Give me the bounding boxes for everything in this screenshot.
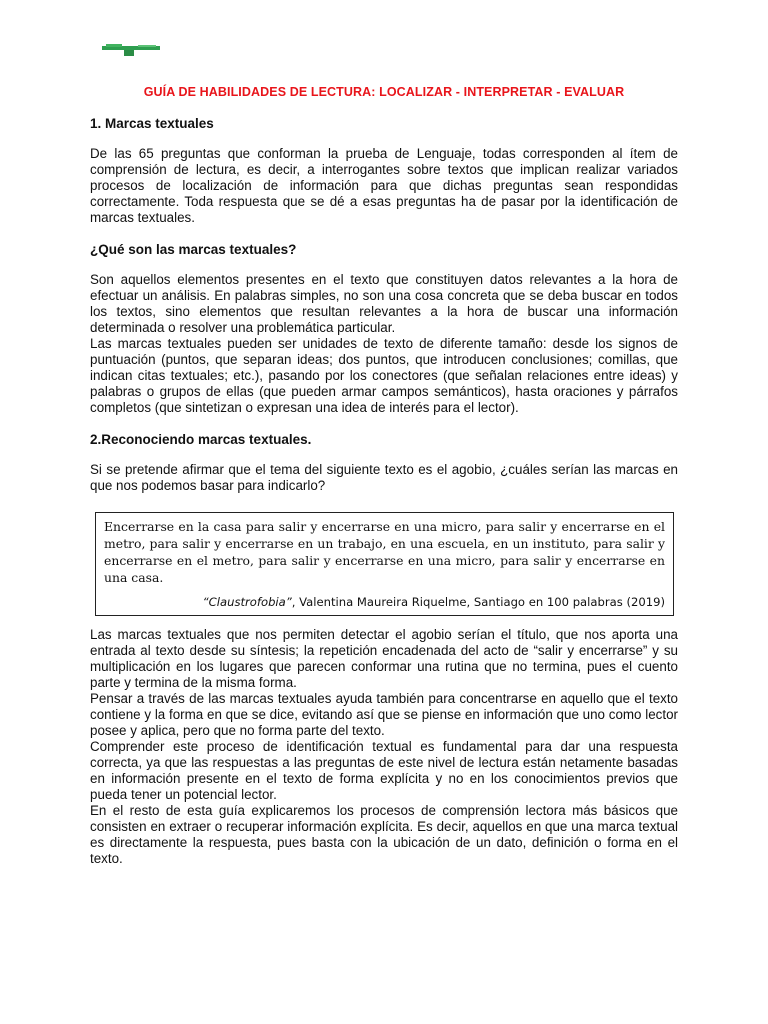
rest-of-guide-paragraph: En el resto de esta guía explicaremos los procesos de comprensión lectora más básicos que consisten en extraer o recuperar información explícita. Es decir, aquellos en que una marca textual es directamente la respuesta, pues basta con la ubicación de un dato, definición o forma en el texto. [90, 803, 678, 866]
definition-paragraph: Son aquellos elementos presentes en el texto que constituyen datos relevantes a la hora de efectuar un análisis. En palabras simples, no son una cosa concreta que se deba buscar en todos los textos, sino elementos que resultan relevantes a la hora de buscar una información determinada o resolver una problemática particular. [90, 272, 678, 335]
thinking-paragraph: Pensar a través de las marcas textuales ayuda también para concentrarse en aquello que el texto contiene y la forma en que se dice, evitando así que se piense en información que uno como lector posee y aplica, pero que no forma parte del texto. [90, 691, 678, 738]
page-title: GUÍA DE HABILIDADES DE LECTURA: LOCALIZAR - INTERPRETAR - EVALUAR [143, 85, 625, 99]
quote-source-title: “Claustrofobia” [202, 595, 292, 609]
question-heading: ¿Qué son las marcas textuales? [90, 242, 297, 257]
section1-heading: 1. Marcas textuales [90, 116, 214, 131]
marks-size-paragraph: Las marcas textuales pueden ser unidades de texto de diferente tamaño: desde los signos de puntuación (puntos, que separan ideas; dos puntos, que introducen conclusiones; comillas, que indican citas textuales; etc.), pasando por los conectores (que señalan relaciones entre ideas) y palabras o grupos de ellas (que pueden armar campos semánticos), hasta oraciones y párrafos completos (que sintetizan o expresan una idea de interés para el lector). [90, 336, 678, 415]
section1-paragraph: De las 65 preguntas que conforman la prueba de Lenguaje, todas corresponden al ítem de comprensión de lectura, es decir, a interrogantes sobre textos que implican realizar variados procesos de localización de información para que dichas preguntas sean respondidas correctamente. Toda respuesta que se dé a esas preguntas ha de pasar por la identificación de marcas textuales. [90, 146, 678, 225]
section2-heading: 2.Reconociendo marcas textuales. [90, 432, 312, 447]
importance-paragraph: Comprender este proceso de identificación textual es fundamental para dar una respuesta correcta, ya que las respuestas a las preguntas de este nivel de lectura están netamente basadas en información presente en el texto de forma explícita y no en los conocimientos previos que pueda tener un potencial lector. [90, 739, 678, 802]
quote-text: Encerrarse en la casa para salir y encerrarse en una micro, para salir y encerrarse en el metro, para salir y encerrarse en un trabajo, en una escuela, en un instituto, para salir y encerrarse en el metro, para salir y encerrarse en una micro, para salir y encerrarse en una casa. [104, 519, 665, 585]
logo [102, 44, 160, 58]
analysis-paragraph: Las marcas textuales que nos permiten detectar el agobio serían el título, que nos aporta una entrada al texto desde su síntesis; la repetición encadenada del acto de “salir y encerrarse” y su multiplicación en los lugares que parecen conformar una rutina que no termina, pues el cuento parte y termina de la misma forma. [90, 627, 678, 690]
document-page [90, 85, 678, 867]
quote-source [104, 595, 665, 610]
quote-box [95, 512, 674, 616]
quote-source-rest: , Valentina Maureira Riquelme, Santiago en 100 palabras (2019) [291, 595, 665, 609]
section2-intro: Si se pretende afirmar que el tema del siguiente texto es el agobio, ¿cuáles serían las marcas en que nos podemos basar para indicarlo? [90, 462, 678, 493]
